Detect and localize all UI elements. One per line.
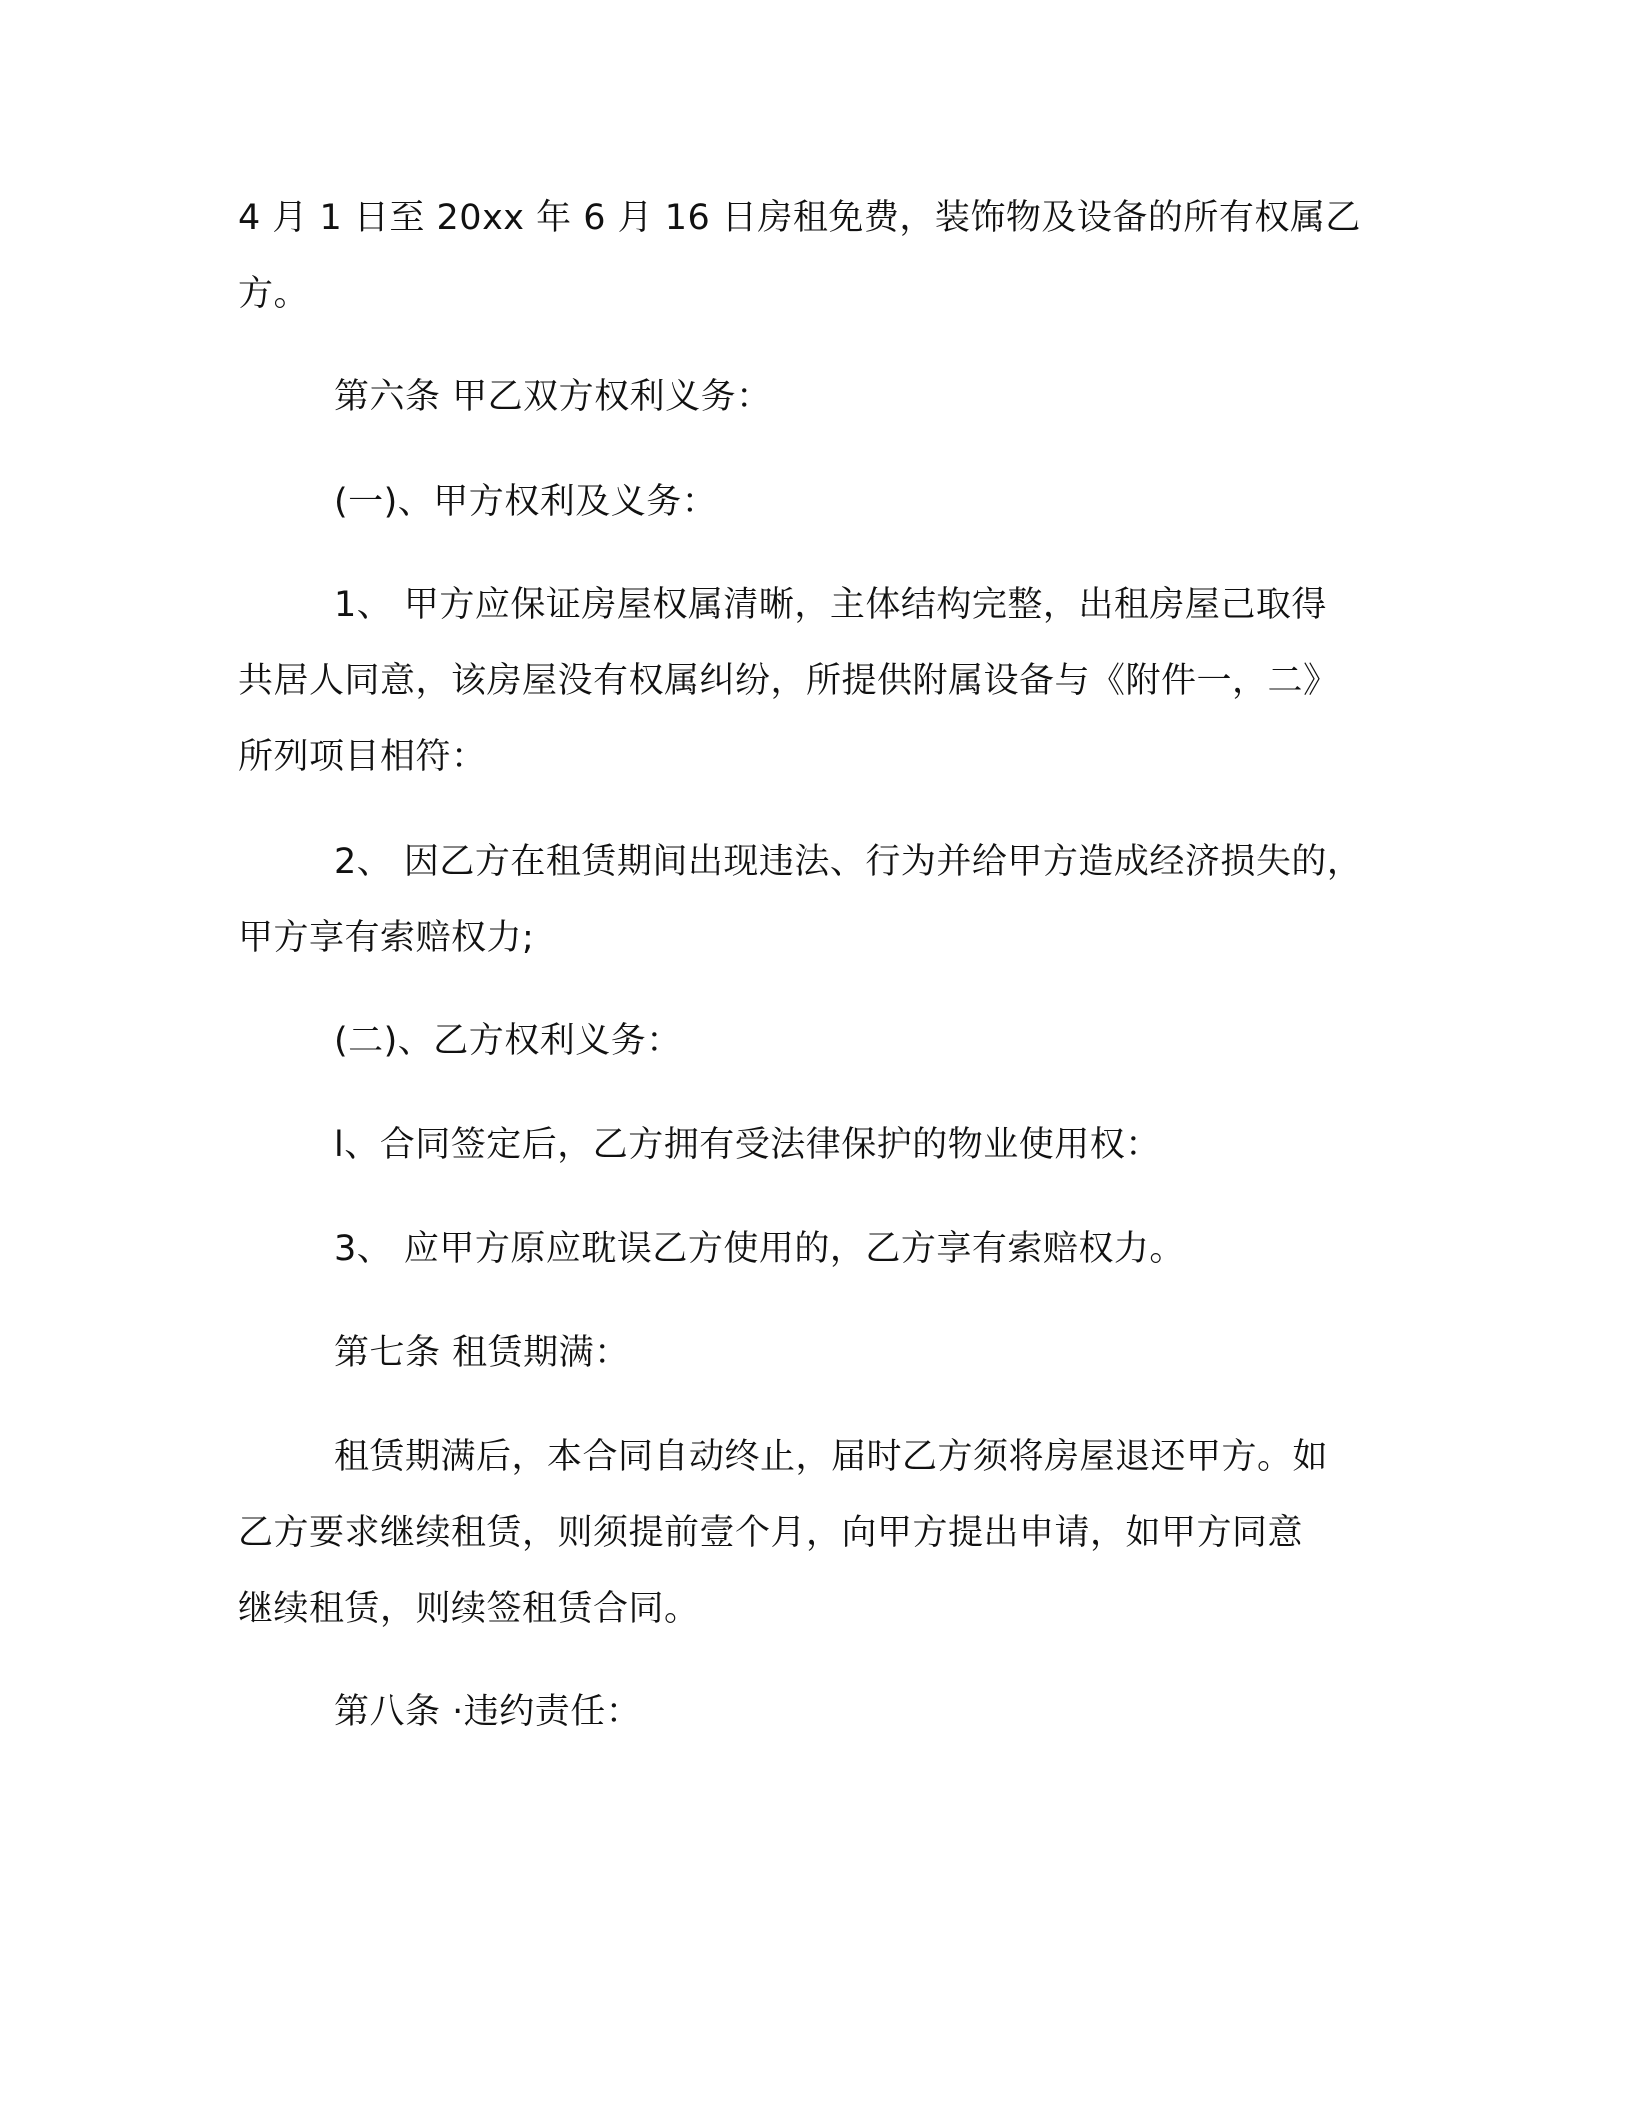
section-heading: (二)、乙方权利义务： — [334, 1021, 682, 1061]
paragraph-line: l、合同签定后，乙方拥有受法律保护的物业使用权： — [334, 1125, 1161, 1165]
paragraph-line: 租赁期满后，本合同自动终止，届时乙方须将房屋退还甲方。如 — [334, 1437, 1329, 1477]
paragraph-line: 方。 — [238, 274, 310, 314]
paragraph-line: 继续租赁，则续签租赁合同。 — [238, 1589, 700, 1629]
article-heading: 第六条 甲乙双方权利义务： — [334, 377, 772, 417]
paragraph-line: 4 月 1 日至 20xx 年 6 月 16 日房租免费，装饰物及设备的所有权属乙 — [238, 198, 1361, 238]
paragraph-line: 共居人同意，该房屋没有权属纠纷，所提供附属设备与《附件一，二》 — [238, 661, 1339, 701]
paragraph-line: 1、 甲方应保证房屋权属清晰，主体结构完整，出租房屋己取得 — [334, 585, 1327, 625]
paragraph-line: 甲方享有索赔权力; — [238, 918, 535, 958]
paragraph-line: 2、 因乙方在租赁期间出现违法、行为并给甲方造成经济损失的， — [334, 842, 1363, 882]
paragraph-line: 乙方要求继续租赁，则须提前壹个月，向甲方提出申请，如甲方同意 — [238, 1513, 1304, 1553]
paragraph-line: 3、 应甲方原应耽误乙方使用的，乙方享有索赔权力。 — [334, 1229, 1185, 1269]
article-heading: 第七条 租赁期满： — [334, 1333, 630, 1373]
paragraph-line: 所列项目相符： — [238, 737, 487, 777]
article-heading: 第八条 ·违约责任： — [334, 1692, 642, 1732]
section-heading: (一)、甲方权利及义务： — [334, 482, 718, 522]
